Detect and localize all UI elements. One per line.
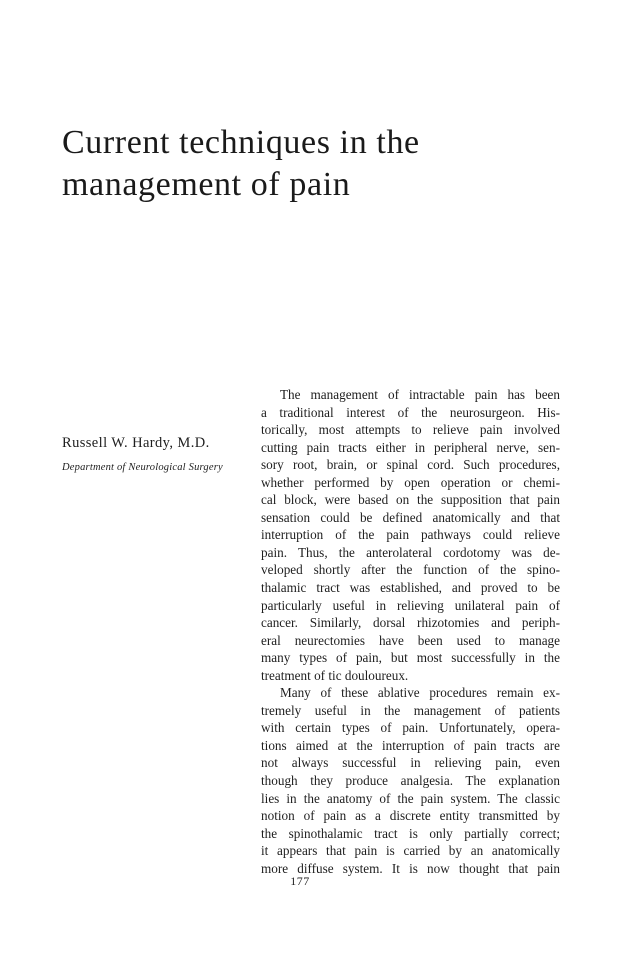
article-title-line-1: Current techniques in the xyxy=(62,124,420,161)
body-line: many types of pain, but most successfully in the xyxy=(261,650,560,666)
body-line: cutting pain tracts either in peripheral nerve, sen- xyxy=(261,439,560,455)
body-line: Many of these ablative procedures remain ex- xyxy=(280,685,560,701)
body-line: sensation could be defined anatomically and that xyxy=(261,509,560,525)
body-line: veloped shortly after the function of the spino- xyxy=(261,562,560,578)
page-number: 177 xyxy=(290,874,310,888)
body-line: cancer. Similarly, dorsal rhizotomies and periph- xyxy=(261,615,560,631)
body-line: lies in the anatomy of the pain system. The classic xyxy=(261,790,560,806)
author-department: Department of Neurological Surgery xyxy=(62,462,223,473)
body-line: eral neurectomies have been used to manage xyxy=(261,632,560,648)
body-text xyxy=(261,386,560,877)
body-line: pain. Thus, the anterolateral cordotomy was de- xyxy=(261,544,560,560)
body-line: thalamic tract was established, and proved to be xyxy=(261,580,560,596)
article-title xyxy=(62,122,582,206)
article-title-line-2: management of pain xyxy=(62,166,351,203)
body-line: cal block, were based on the supposition that pain xyxy=(261,492,560,508)
body-line: torically, most attempts to relieve pain involved xyxy=(261,422,560,438)
body-line: the spinothalamic tract is only partially correct; xyxy=(261,825,560,841)
body-line: treatment of tic douloureux. xyxy=(261,667,409,683)
body-line: with certain types of pain. Unfortunately, opera- xyxy=(261,720,560,736)
body-line: more diffuse system. It is now thought that pain xyxy=(261,860,560,876)
body-line: though they produce analgesia. The explanation xyxy=(261,773,560,789)
body-line: tions aimed at the interruption of pain tracts are xyxy=(261,737,560,753)
body-line: a traditional interest of the neurosurgeon. His- xyxy=(261,404,560,420)
body-line: The management of intractable pain has been xyxy=(280,387,560,402)
body-line: notion of pain as a discrete entity transmitted by xyxy=(261,808,560,824)
body-line: whether performed by open operation or chemi- xyxy=(261,474,560,490)
body-line: particularly useful in relieving unilateral pain of xyxy=(261,597,560,613)
body-line: interruption of the pain pathways could relieve xyxy=(261,527,560,543)
author-name: Russell W. Hardy, M.D. xyxy=(62,435,210,451)
body-line: tremely useful in the management of patients xyxy=(261,702,560,718)
body-line: it appears that pain is carried by an anatomically xyxy=(261,843,560,859)
body-line: not always successful in relieving pain, even xyxy=(261,755,560,771)
body-line: sory root, brain, or spinal cord. Such procedures, xyxy=(261,457,560,473)
